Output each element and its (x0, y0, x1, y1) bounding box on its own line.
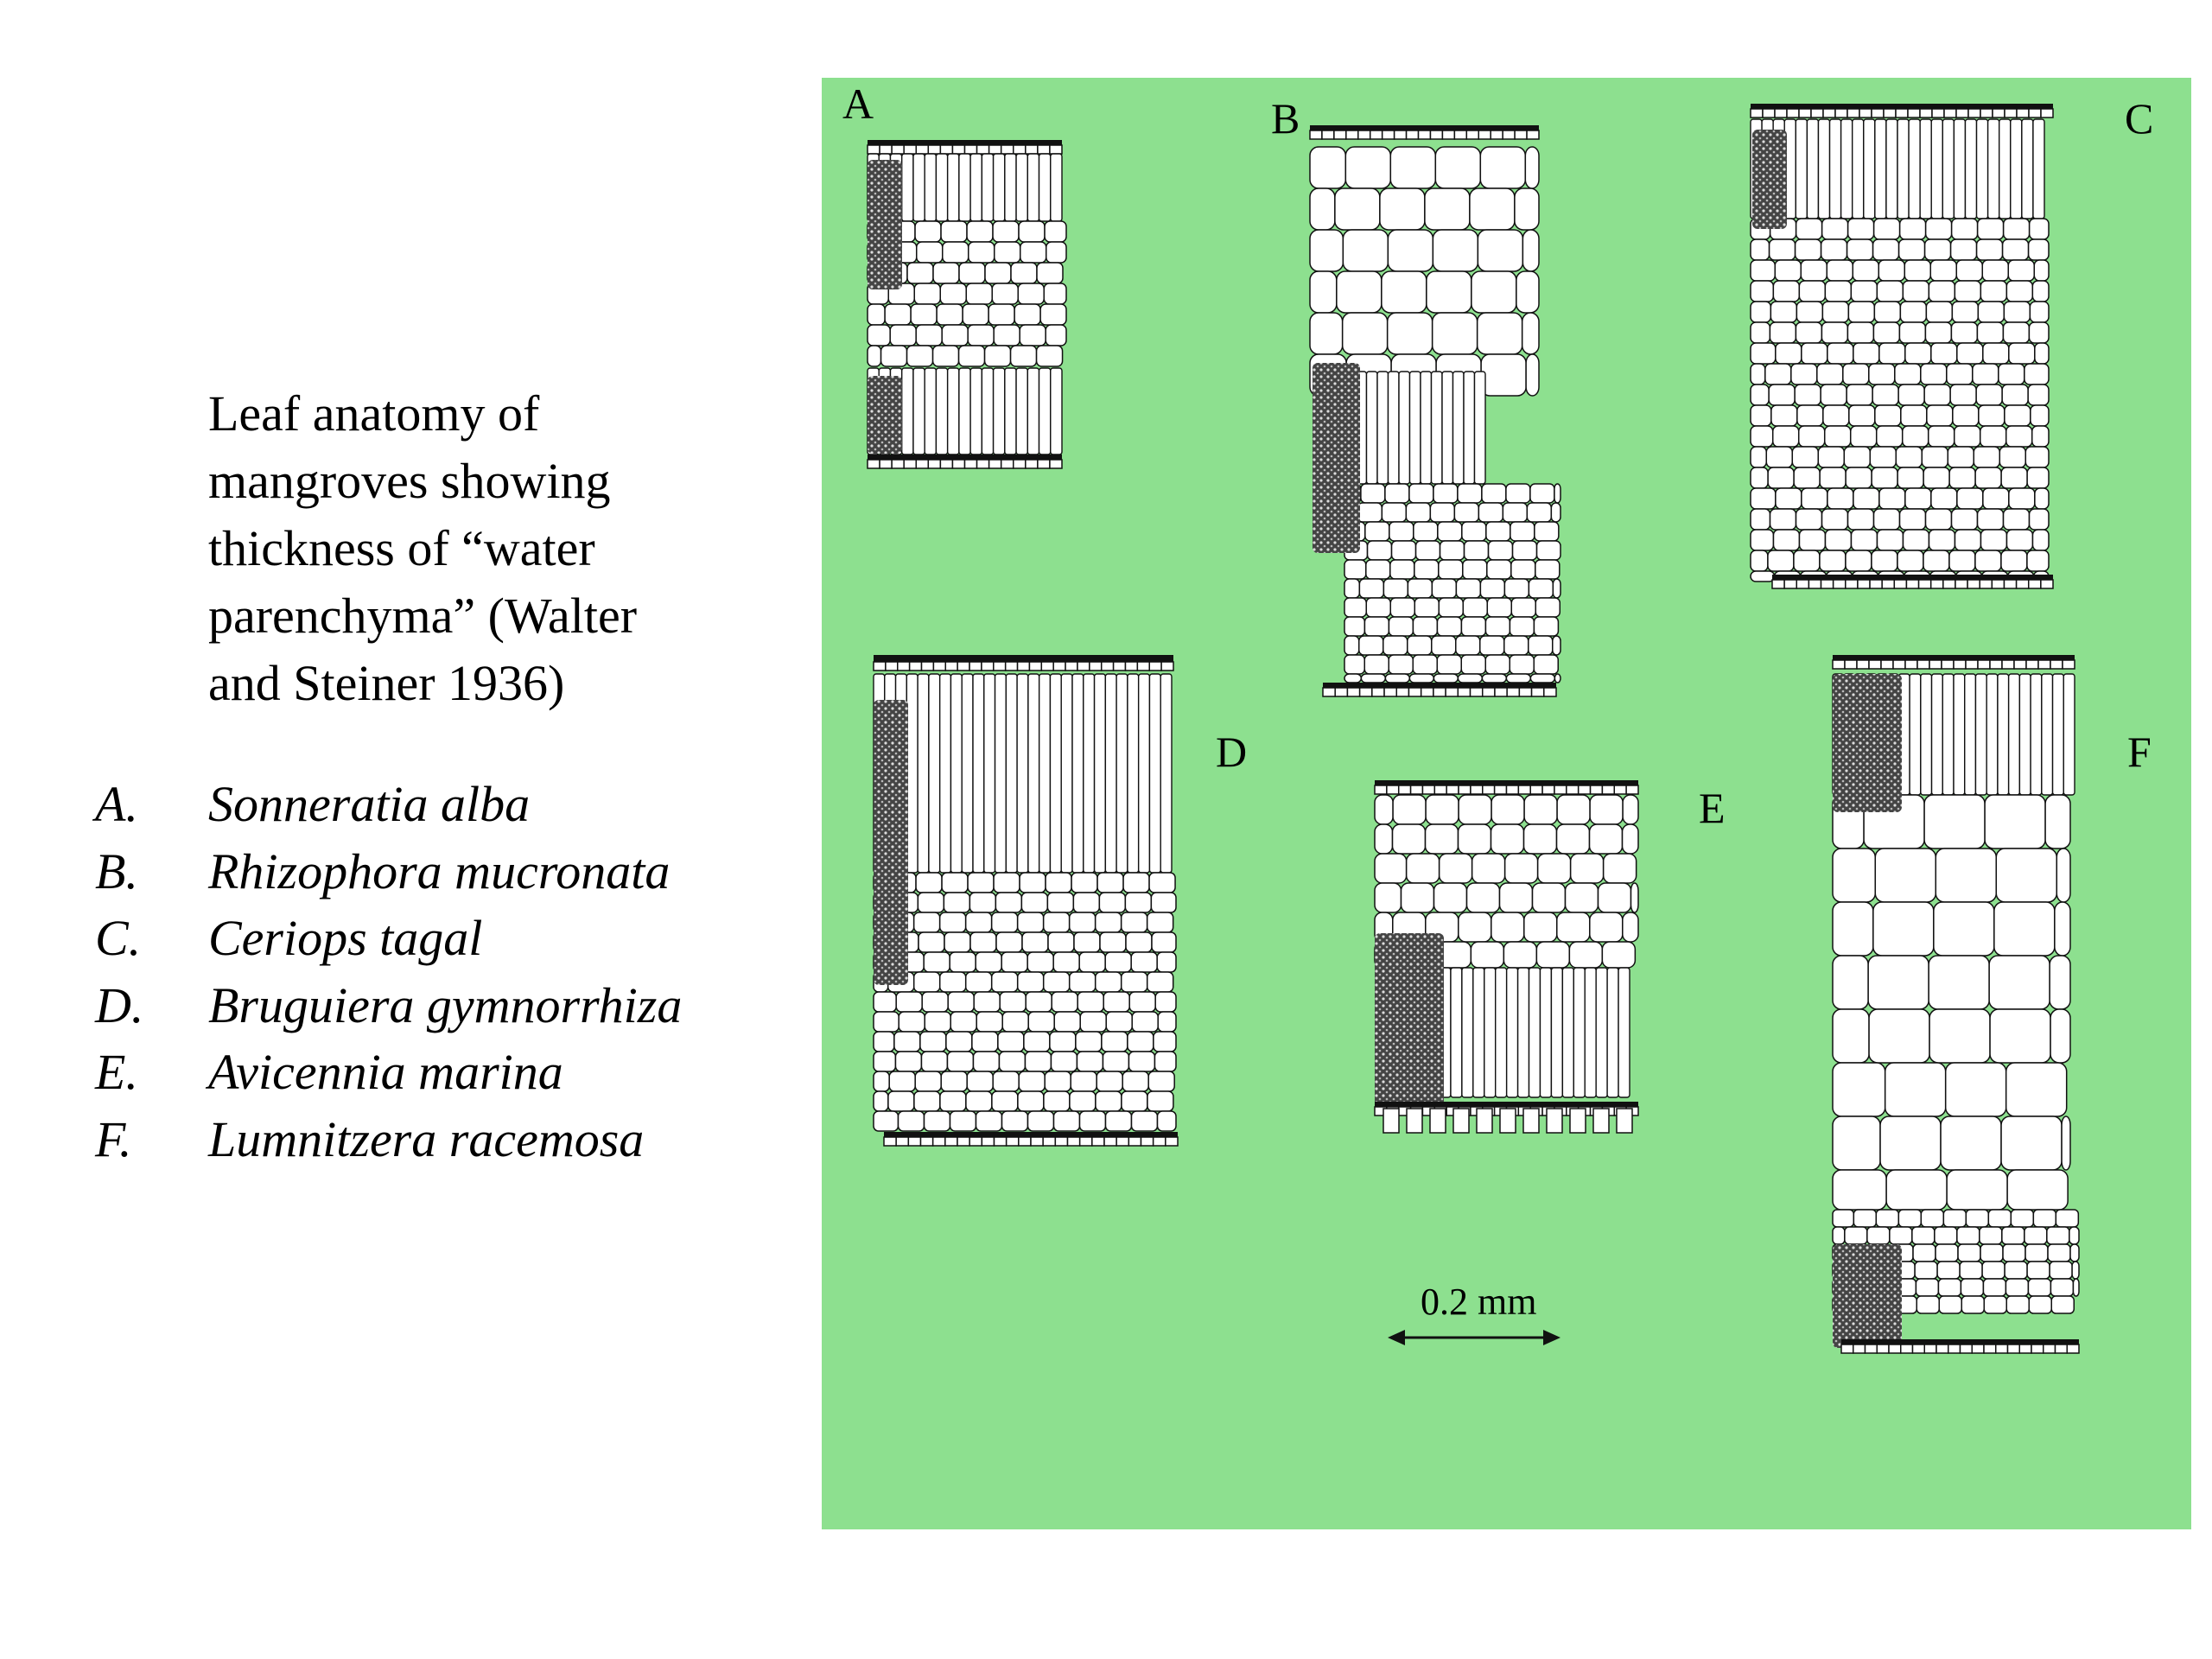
species-item (95, 972, 682, 1039)
leaf-section-a (868, 140, 1066, 468)
leaf-section-d (874, 655, 1178, 1146)
species-name: Lumnitzera racemosa (208, 1110, 645, 1167)
panel-label-b: B (1271, 94, 1300, 143)
species-letter: C. (95, 910, 142, 966)
leaf-section-b (1310, 125, 1560, 696)
leaf-section-c (1751, 104, 2053, 588)
caption-line: parenchyma” (Walter (208, 588, 638, 644)
species-item (95, 1106, 682, 1173)
scale-bar (1388, 1330, 1560, 1345)
leaf-section-f (1833, 655, 2079, 1353)
species-letter: D. (95, 976, 144, 1033)
species-letter: E. (95, 1044, 138, 1100)
species-name: Rhizophora mucronata (208, 842, 671, 899)
species-item (95, 905, 682, 972)
species-item (95, 1039, 682, 1106)
species-letter: B. (95, 842, 138, 899)
caption-line: thickness of “water (208, 520, 595, 576)
caption-line: and Steiner 1936) (208, 655, 565, 711)
species-item (95, 838, 682, 906)
panel-label-e: E (1699, 784, 1726, 832)
panel-label-d: D (1216, 728, 1248, 776)
leaf-section-e (1375, 780, 1638, 1133)
caption-line: mangroves showing (208, 453, 611, 509)
species-name: Sonneratia alba (208, 776, 531, 832)
species-name: Avicennia marina (208, 1044, 563, 1100)
species-letter: A. (95, 776, 138, 832)
panel-label-a: A (842, 79, 874, 128)
species-item (95, 771, 682, 838)
caption-line: Leaf anatomy of (208, 385, 540, 442)
species-name: Ceriops tagal (208, 910, 483, 966)
panel-label-f: F (2127, 728, 2152, 776)
species-letter: F. (95, 1110, 132, 1167)
species-name: Bruguiera gymnorrhiza (208, 976, 683, 1033)
panel-label-c: C (2125, 94, 2154, 143)
species-list (95, 771, 682, 1173)
caption (208, 380, 761, 717)
anatomy-plate (822, 78, 2191, 1529)
scale-bar-label: 0.2 mm (1421, 1281, 1537, 1323)
